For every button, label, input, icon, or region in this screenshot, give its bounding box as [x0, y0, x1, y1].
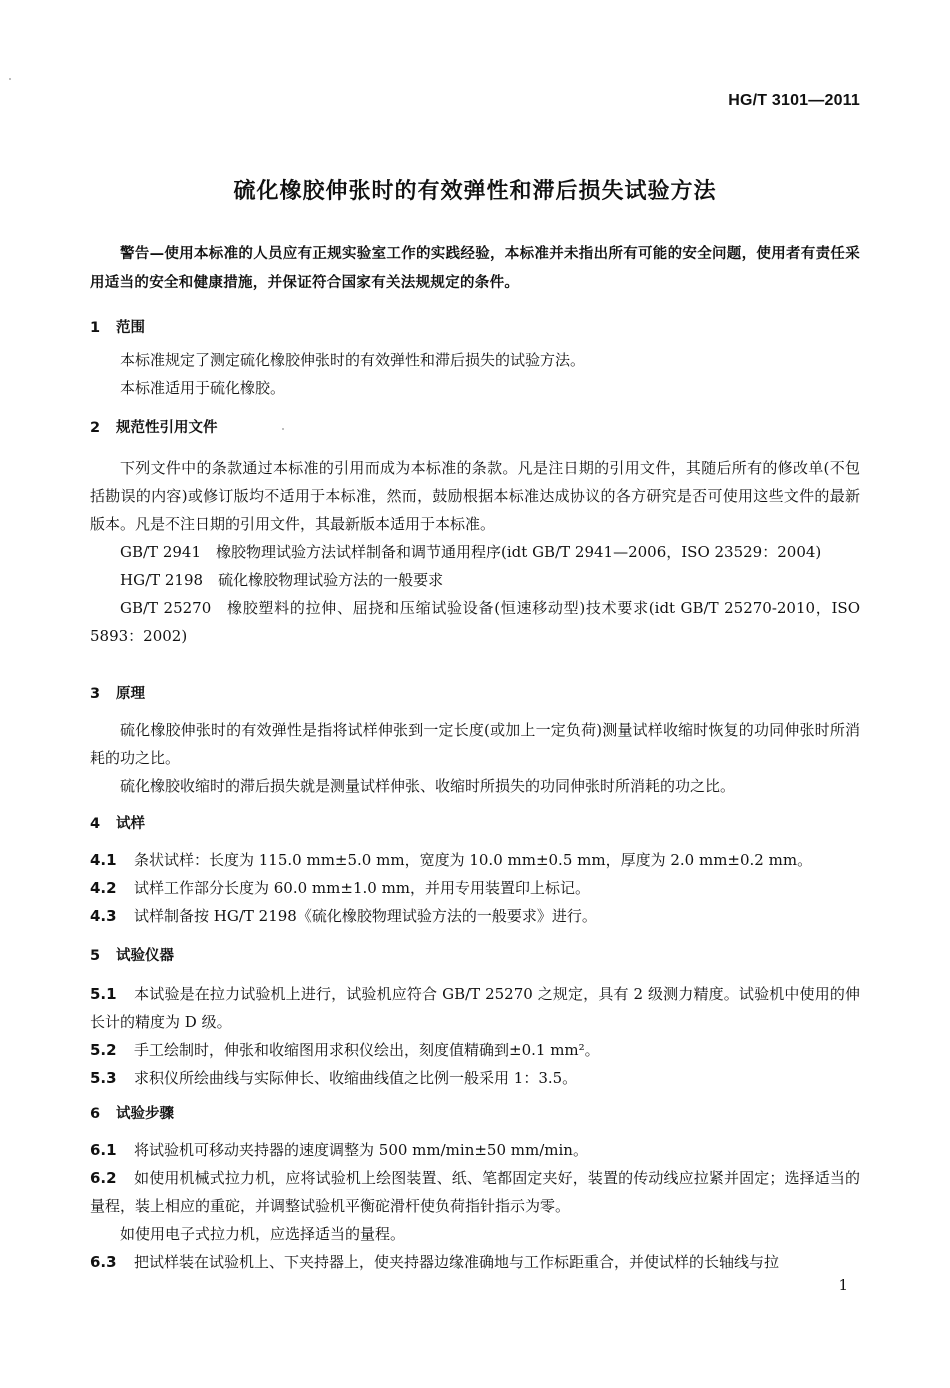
clause-5-3: 5.3 求积仪所绘曲线与实际伸长、收缩曲线值之比例一般采用 1：3.5。: [90, 1069, 578, 1087]
section-heading-4: [90, 812, 145, 833]
reference-hgt-2198: HG/T 2198 硫化橡胶物理试验方法的一般要求: [120, 571, 444, 589]
reference-gbt-2941: GB/T 2941 橡胶物理试验方法试样制备和调节通用程序(idt GB/T 2941—2006，ISO 23529：2004): [120, 543, 822, 561]
clause-6-2: 6.2 如使用机械式拉力机，应将试验机上绘图装置、纸、笔都固定夹好，装置的传动线应拉紧并固定；选择适当的量程，装上相应的重砣，并调整试验机平衡砣滑杆使负荷指针指示为零。: [90, 1169, 860, 1215]
warning-paragraph: 警告—使用本标准的人员应有正规实验室工作的实践经验，本标准并未指出所有可能的安全问题，使用者有责任采用适当的安全和健康措施，并保证符合国家有关法规规定的条件。: [90, 246, 860, 291]
section-heading-3: [90, 682, 145, 703]
paragraph: 硫化橡胶收缩时的滞后损失就是测量试样伸张、收缩时所损失的功同伸张时所消耗的功之比。: [120, 777, 736, 795]
section-heading-6: [90, 1102, 174, 1123]
paragraph: 本标准规定了测定硫化橡胶伸张时的有效弹性和滞后损失的试验方法。: [120, 351, 586, 369]
clause-6-3: 6.3 把试样装在试验机上、下夹持器上，使夹持器边缘准确地与工作标距重合，并使试样的长轴线与拉: [90, 1253, 780, 1271]
clause-6-1: 6.1 将试验机可移动夹持器的速度调整为 500 mm/min±50 mm/min。: [90, 1141, 588, 1159]
section-number: 2: [90, 420, 101, 436]
reference-gbt-25270: GB/T 25270 橡胶塑料的拉伸、屈挠和压缩试验设备(恒速移动型)技术要求(idt GB/T 25270-2010，ISO 5893：2002): [90, 599, 860, 645]
section-4-body: [90, 846, 860, 930]
clause-5-1: 5.1 本试验是在拉力试验机上进行，试验机应符合 GB/T 25270 之规定，具有 2 级测力精度。试验机中使用的伸长计的精度为 D 级。: [90, 985, 860, 1031]
document-title: 硫化橡胶伸张时的有效弹性和滞后损失试验方法: [233, 179, 717, 204]
section-5-body: [90, 980, 860, 1092]
standard-code: HG/T 3101—2011: [728, 92, 860, 109]
section-number: 4: [90, 816, 101, 832]
section-heading-2: [90, 416, 218, 437]
paragraph: 本标准适用于硫化橡胶。: [120, 379, 286, 397]
clause-5-2: 5.2 手工绘制时，伸张和收缩图用求积仪绘出，刻度值精确到±0.1 mm²。: [90, 1041, 600, 1059]
section-2-body: [90, 454, 860, 650]
scan-speck: [282, 428, 284, 430]
section-number: 1: [90, 320, 101, 336]
section-number: 5: [90, 948, 101, 964]
section-title: 原理: [116, 686, 145, 702]
clause-4-3: 4.3 试样制备按 HG/T 2198《硫化橡胶物理试验方法的一般要求》进行。: [90, 907, 597, 925]
section-title: 试验步骤: [116, 1106, 174, 1122]
paragraph: 硫化橡胶伸张时的有效弹性是指将试样伸张到一定长度(或加上一定负荷)测量试样收缩时恢复的功同伸张时所消耗的功之比。: [90, 721, 860, 767]
section-title: 范围: [116, 320, 145, 336]
section-title: 试样: [116, 816, 145, 832]
scan-speck: [9, 78, 11, 80]
section-heading-5: [90, 944, 174, 965]
section-3-body: [90, 716, 860, 800]
section-title: 规范性引用文件: [116, 420, 218, 436]
section-6-body: [90, 1136, 860, 1276]
section-title: 试验仪器: [116, 948, 174, 964]
clause-4-2: 4.2 试样工作部分长度为 60.0 mm±1.0 mm，并用专用装置印上标记。: [90, 879, 591, 897]
page-number: 1: [838, 1276, 848, 1294]
section-number: 3: [90, 686, 101, 702]
section-heading-1: [90, 316, 145, 337]
clause-4-1: 4.1 条状试样：长度为 115.0 mm±5.0 mm，宽度为 10.0 mm±0.5 mm，厚度为 2.0 mm±0.2 mm。: [90, 851, 813, 869]
section-1-body: [90, 346, 860, 402]
section-number: 6: [90, 1106, 101, 1122]
paragraph: 下列文件中的条款通过本标准的引用而成为本标准的条款。凡是注日期的引用文件，其随后所有的修改单(不包括勘误的内容)或修订版均不适用于本标准，然而，鼓励根据本标准达成协议的各方研究是否可使用这些文件的最新版本。凡是不注日期的引用文件，其最新版本适用于本标准。: [90, 459, 860, 533]
clause-6-2-continuation: 如使用电子式拉力机，应选择适当的量程。: [120, 1225, 406, 1243]
